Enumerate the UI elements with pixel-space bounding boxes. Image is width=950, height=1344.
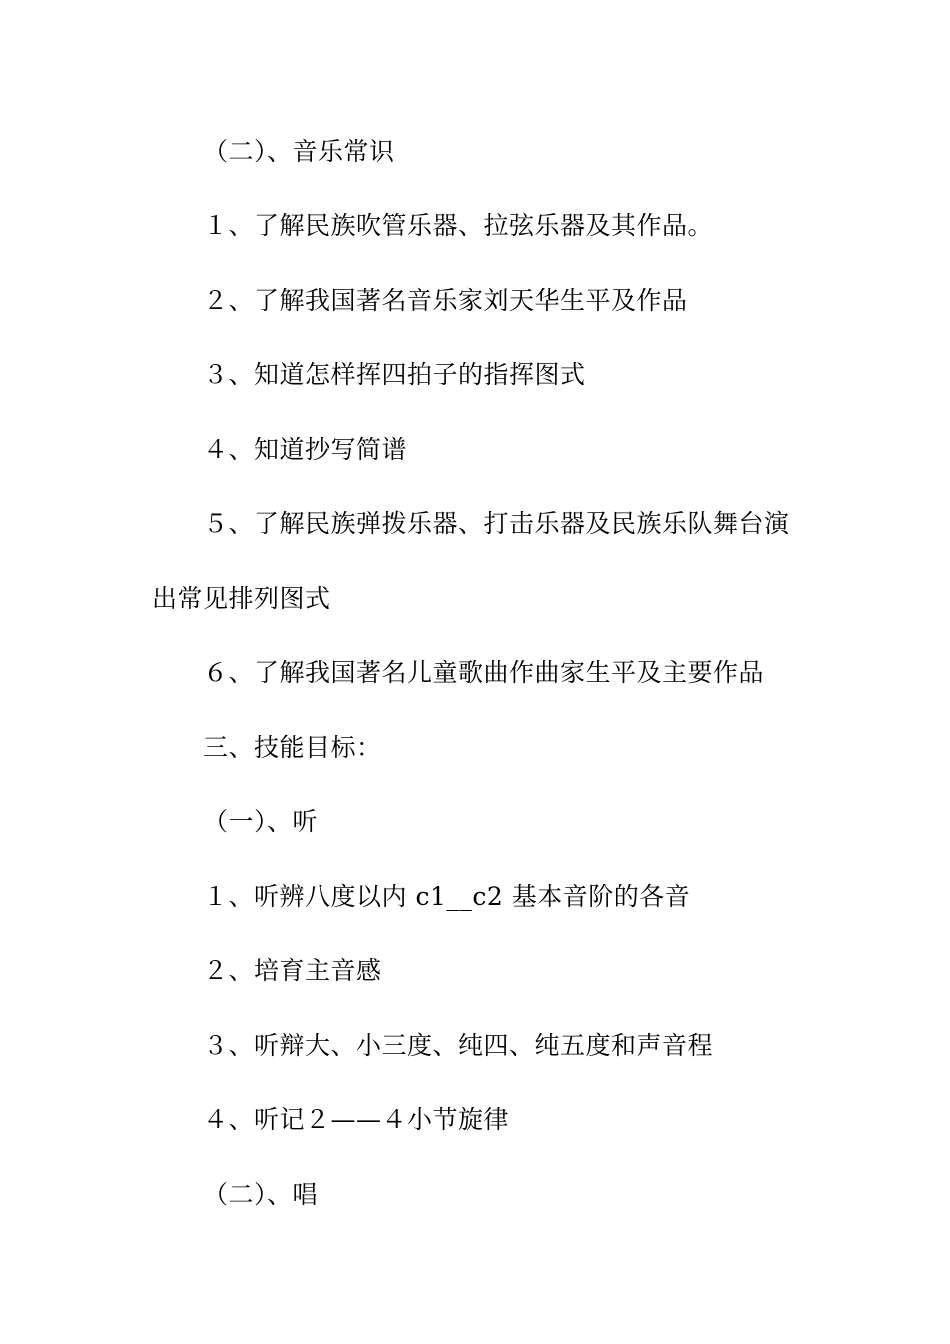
list-item: ２、培育主音感 [203, 956, 382, 985]
list-item: １、听辨八度以内 c1__c2 基本音阶的各音 [203, 882, 691, 911]
section-heading-skill-goals: 三、技能目标： [203, 733, 382, 762]
subsection-heading-listening: （一）、听 [203, 807, 319, 836]
list-item-continuation: 出常见排列图式 [152, 584, 331, 613]
list-item: ５、了解民族弹拨乐器、打击乐器及民族乐队舞台演 [203, 509, 790, 538]
subsection-heading-singing: （二）、唱 [203, 1180, 319, 1209]
list-item: ４、知道抄写简谱 [203, 435, 408, 464]
list-item: １、了解民族吹管乐器、拉弦乐器及其作品。 [203, 211, 714, 240]
list-item: ３、知道怎样挥四拍子的指挥图式 [203, 360, 586, 389]
section-heading-music-knowledge: （二）、音乐常识 [203, 137, 395, 166]
list-item: ４、听记２——４小节旋律 [203, 1105, 510, 1134]
list-item: ３、听辩大、小三度、纯四、纯五度和声音程 [203, 1031, 714, 1060]
list-item: ６、了解我国著名儿童歌曲作曲家生平及主要作品 [203, 658, 765, 687]
list-item: ２、了解我国著名音乐家刘天华生平及作品 [203, 286, 688, 315]
